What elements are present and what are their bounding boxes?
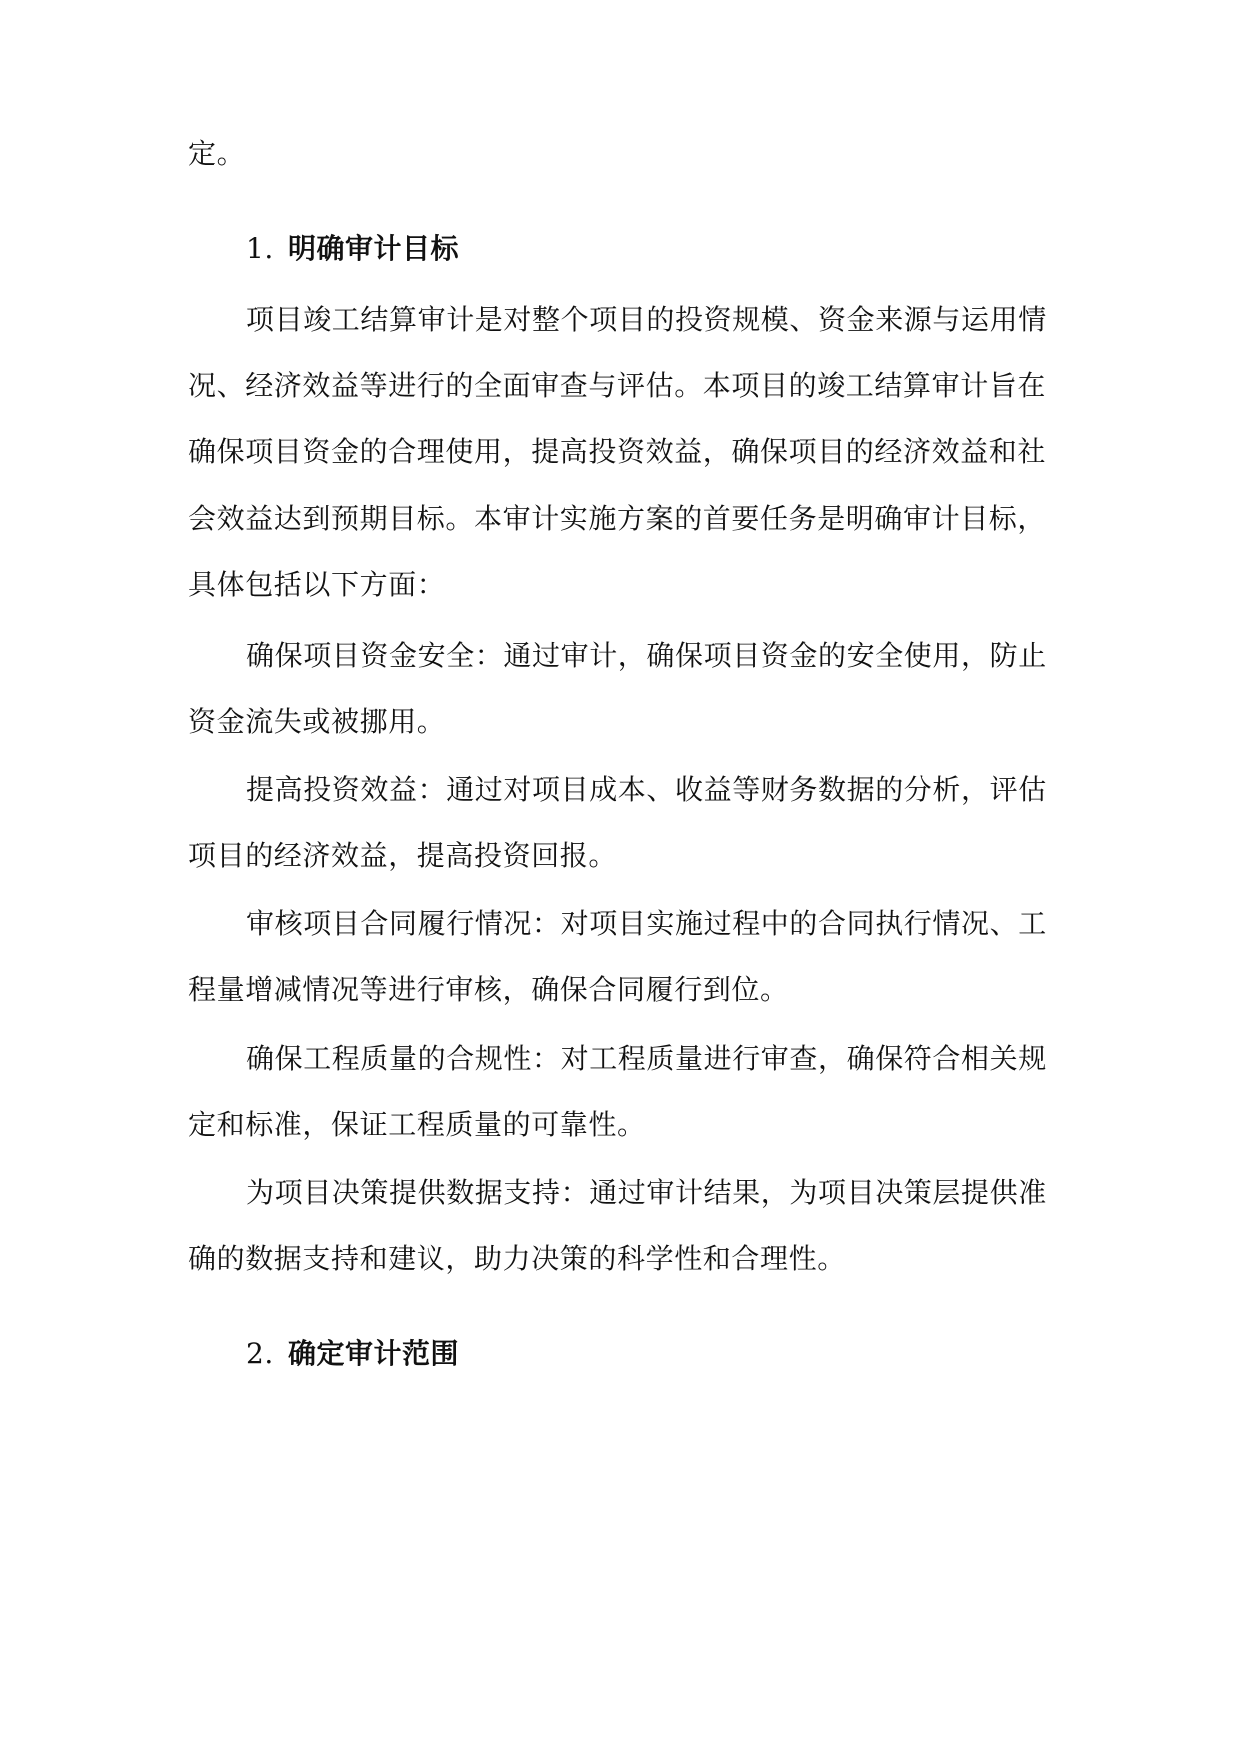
paragraph-line: 具体包括以下方面： xyxy=(188,568,446,601)
paragraph-line: 确保工程质量的合规性：对工程质量进行审查，确保符合相关规 xyxy=(246,1042,1047,1075)
section-number: 1. xyxy=(246,232,274,265)
section-heading-2 xyxy=(246,1334,459,1374)
paragraph-line: 定。 xyxy=(188,137,246,170)
paragraph-line: 项目的经济效益，提高投资回报。 xyxy=(188,839,618,872)
section-title: 明确审计目标 xyxy=(288,232,460,265)
paragraph-line: 确保项目资金的合理使用，提高投资效益，确保项目的经济效益和社 xyxy=(188,435,1047,468)
paragraph-line: 况、经济效益等进行的全面审查与评估。本项目的竣工结算审计旨在 xyxy=(188,369,1047,402)
paragraph-line: 为项目决策提供数据支持：通过审计结果，为项目决策层提供准 xyxy=(246,1176,1047,1209)
paragraph-line: 会效益达到预期目标。本审计实施方案的首要任务是明确审计目标， xyxy=(188,502,1047,535)
paragraph-line: 确的数据支持和建议，助力决策的科学性和合理性。 xyxy=(188,1242,846,1275)
section-title: 确定审计范围 xyxy=(288,1337,460,1370)
section-heading-1 xyxy=(246,229,459,269)
paragraph-line: 提高投资效益：通过对项目成本、收益等财务数据的分析，评估 xyxy=(246,773,1047,806)
paragraph-line: 定和标准，保证工程质量的可靠性。 xyxy=(188,1108,646,1141)
section-number: 2. xyxy=(246,1337,274,1370)
paragraph-line: 资金流失或被挪用。 xyxy=(188,705,446,738)
paragraph-line: 确保项目资金安全：通过审计，确保项目资金的安全使用，防止 xyxy=(246,639,1047,672)
paragraph-line: 项目竣工结算审计是对整个项目的投资规模、资金来源与运用情 xyxy=(246,303,1047,336)
paragraph-line: 程量增减情况等进行审核，确保合同履行到位。 xyxy=(188,973,789,1006)
paragraph-line: 审核项目合同履行情况：对项目实施过程中的合同执行情况、工 xyxy=(246,907,1047,940)
